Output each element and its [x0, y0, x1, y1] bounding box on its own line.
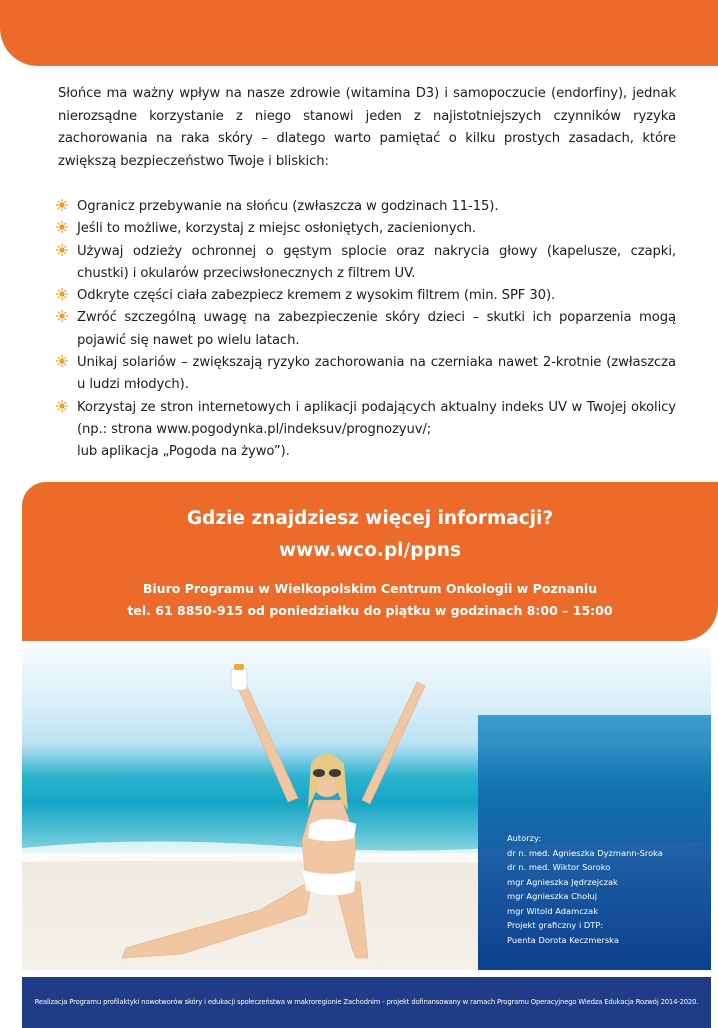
tip-item	[56, 397, 676, 464]
credit-line: mgr Agnieszka Chołuj	[507, 891, 598, 901]
tip-item	[56, 352, 676, 397]
credit-line: dr n. med. Wiktor Soroko	[507, 862, 611, 872]
credit-line: dr n. med. Agnieszka Dyzmann-Sroka	[507, 847, 663, 858]
tip-item	[56, 307, 676, 352]
tip-item	[56, 196, 676, 218]
sun-safety-tips-list	[56, 196, 676, 464]
sun-bullet-icon	[56, 221, 68, 233]
funding-footer: Realizacja Programu profilaktyki nowotworów skóry i edukacji społeczeństwa w makroregionie Zachodnim - projekt dofinansowany w ramach Programu Operacyjnego Wiedza Edukacja Rozwój 2014-2020.	[22, 977, 711, 1028]
tip-text: Unikaj solariów – zwiększają ryzyko zachorowania na czerniaka nawet 2-krotnie (zwłaszcza u ludzi młodych).	[77, 355, 676, 393]
credit-line: Autorzy:	[507, 833, 542, 843]
sun-bullet-icon	[56, 244, 68, 256]
sun-bullet-icon	[56, 199, 68, 211]
intro-paragraph: Słońce ma ważny wpływ na nasze zdrowie (witamina D3) i samopoczucie (endorfiny), jednak nierozsądne korzystanie z niego stanowi jeden z najistotniejszych czynników ryzyka zachorowania na raka skóry – dlatego warto pamiętać o kilku prostych zasadach, które zwiększą bezpieczeństwo Twoje i bliskich:	[58, 86, 676, 169]
tip-item	[56, 285, 676, 307]
sun-bullet-icon	[56, 310, 68, 322]
sun-bullet-icon	[56, 400, 68, 412]
more-info-box	[22, 482, 718, 641]
tip-text: Ogranicz przebywanie na słońcu (zwłaszcza w godzinach 11-15).	[77, 199, 499, 214]
authors-credits	[507, 831, 663, 947]
info-website-link[interactable]: www.wco.pl/ppns	[279, 540, 461, 561]
top-orange-banner	[0, 0, 718, 66]
tip-text: Odkryte części ciała zabezpiecz kremem z wysokim filtrem (min. SPF 30).	[77, 288, 556, 304]
credit-line: mgr Agnieszka Jędrzejczak	[507, 876, 618, 887]
tip-item	[56, 218, 676, 240]
sun-bullet-icon	[56, 355, 68, 367]
tip-text: Korzystaj ze stron internetowych i aplikacji podających aktualny indeks UV w Twojej okolicy (np.: strona www.pogodynka.pl/indeksuv/prognozyuv/;	[77, 399, 676, 437]
credit-line: mgr Witold Adamczak	[507, 905, 599, 916]
credit-line: Puenta Dorota Keczmerska	[507, 934, 619, 945]
tip-text: Zwróć szczególną uwagę na zabezpieczenie skóry dzieci – skutki ich poparzenia mogą pojawić się nawet po wielu latach.	[77, 310, 676, 348]
tip-text: Używaj odzieży ochronnej o gęstym splocie oraz nakrycia głowy (kapelusze, czapki, chustki) i okularów przeciwsłonecznych z filtrem UV.	[77, 243, 676, 281]
beach-photo	[22, 648, 711, 970]
program-phone: tel. 61 8850-915 od poniedziałku do piątku w godzinach 8:00 – 15:00	[127, 603, 613, 618]
tip-text: lub aplikacja „Pogoda na żywo”).	[77, 444, 290, 460]
tip-text: Jeśli to możliwe, korzystaj z miejsc osłoniętych, zacienionych.	[77, 221, 476, 237]
sun-bullet-icon	[56, 288, 68, 300]
credit-line: Projekt graficzny i DTP:	[507, 920, 604, 930]
tip-item	[56, 241, 676, 286]
info-heading: Gdzie znajdziesz więcej informacji?	[186, 508, 554, 529]
program-office: Biuro Programu w Wielkopolskim Centrum Onkologii w Poznaniu	[142, 581, 598, 596]
